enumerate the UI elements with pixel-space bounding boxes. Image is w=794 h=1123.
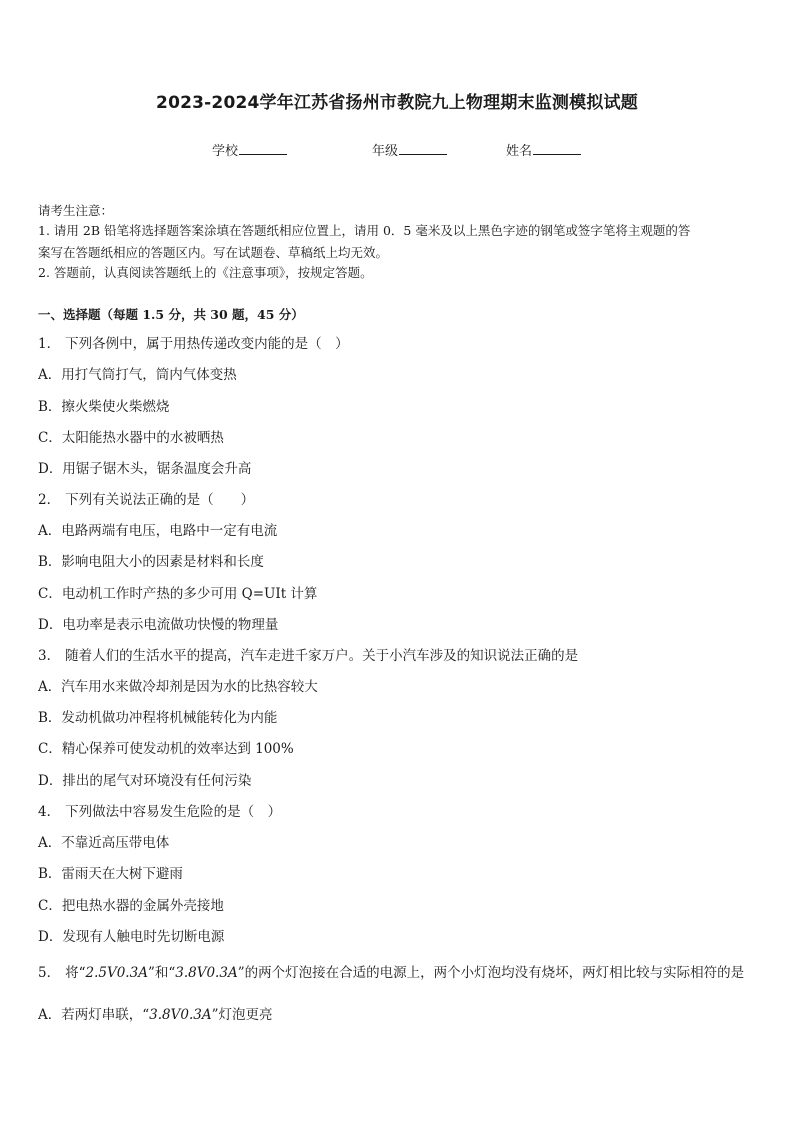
school-blank[interactable] — [239, 141, 287, 155]
question-text: ”的两个灯泡接在合适的电源上，两个小灯泡均没有烧坏，两灯相比较与实际相符的是 — [237, 965, 745, 981]
question-1-option-d: D．用锯子锯木头，锯条温度会升高 — [38, 461, 252, 477]
notice-item-1-line-2: 案写在答题纸相应的答题区内。写在试题卷、草稿纸上均无效。 — [38, 245, 389, 260]
lamp-spec-2: 3.8V0.3A — [175, 965, 238, 981]
question-text: 下列各例中，属于用热传递改变内能的是（ ） — [65, 336, 349, 352]
section-heading: 一、选择题（每题 1.5 分，共 30 题，45 分） — [38, 307, 304, 322]
question-4-option-b: B．雷雨天在大树下避雨 — [38, 866, 183, 882]
question-text: 将“ — [65, 965, 86, 981]
question-number: 4． — [38, 804, 61, 820]
question-number: 3． — [38, 648, 61, 664]
question-text: 下列有关说法正确的是（ ） — [65, 492, 255, 508]
question-2-option-c: C．电动机工作时产热的多少可用 Q=UIt 计算 — [38, 586, 318, 602]
lamp-spec-1: 2.5V0.3A — [85, 965, 148, 981]
question-2-stem — [38, 488, 254, 508]
question-1-option-a: A．用打气筒打气，筒内气体变热 — [38, 367, 237, 383]
grade-label: 年级 — [372, 144, 399, 159]
question-4-stem — [38, 800, 281, 820]
question-3-option-c: C．精心保养可使发动机的效率达到 100% — [38, 741, 294, 757]
question-4-option-a: A．不靠近高压带电体 — [38, 835, 170, 851]
question-text: ”和“ — [147, 965, 176, 981]
question-number: 5． — [38, 965, 61, 981]
name-label: 姓名 — [506, 144, 533, 159]
question-3-option-a: A．汽车用水来做冷却剂是因为水的比热容较大 — [38, 679, 318, 695]
question-5-stem — [38, 961, 744, 981]
question-1-option-b: B．擦火柴使火柴燃烧 — [38, 399, 170, 415]
question-3-stem — [38, 644, 578, 664]
question-1-option-c: C．太阳能热水器中的水被晒热 — [38, 430, 224, 446]
lamp-spec: 3.8V0.3A — [149, 1007, 212, 1023]
question-1-stem — [38, 332, 349, 352]
question-number: 1． — [38, 336, 61, 352]
name-field[interactable] — [506, 140, 581, 159]
question-3-option-b: B．发动机做功冲程将机械能转化为内能 — [38, 710, 278, 726]
question-text: 下列做法中容易发生危险的是（ ） — [65, 804, 282, 820]
question-5-option-a — [38, 1003, 273, 1023]
school-field[interactable] — [212, 140, 287, 159]
notice-item-1-line-1: 1. 请用 2B 铅笔将选择题答案涂填在答题纸相应位置上，请用 0．5 毫米及以上黑色字迹的钢笔或签字笔将主观题的答 — [38, 223, 691, 238]
question-number: 2． — [38, 492, 61, 508]
option-text: ”灯泡更亮 — [211, 1007, 273, 1023]
option-text: A．若两灯串联，“ — [38, 1007, 150, 1023]
school-label: 学校 — [212, 144, 239, 159]
notice-item-2: 2. 答题前，认真阅读答题纸上的《注意事项》，按规定答题。 — [38, 265, 373, 280]
question-4-option-c: C．把电热水器的金属外壳接地 — [38, 898, 224, 914]
grade-field[interactable] — [372, 140, 447, 159]
notice-heading: 请考生注意： — [38, 203, 114, 218]
question-2-option-b: B．影响电阻大小的因素是材料和长度 — [38, 554, 264, 570]
name-blank[interactable] — [533, 141, 581, 155]
student-info-fields — [0, 140, 794, 160]
question-text: 随着人们的生活水平的提高，汽车走进千家万户。关于小汽车涉及的知识说法正确的是 — [65, 648, 579, 664]
question-2-option-d: D．电功率是表示电流做功快慢的物理量 — [38, 617, 279, 633]
page-title: 2023-2024学年江苏省扬州市教院九上物理期末监测模拟试题 — [156, 93, 638, 113]
question-4-option-d: D．发现有人触电时先切断电源 — [38, 929, 225, 945]
grade-blank[interactable] — [399, 141, 447, 155]
question-3-option-d: D．排出的尾气对环境没有任何污染 — [38, 773, 252, 789]
question-2-option-a: A．电路两端有电压，电路中一定有电流 — [38, 523, 278, 539]
